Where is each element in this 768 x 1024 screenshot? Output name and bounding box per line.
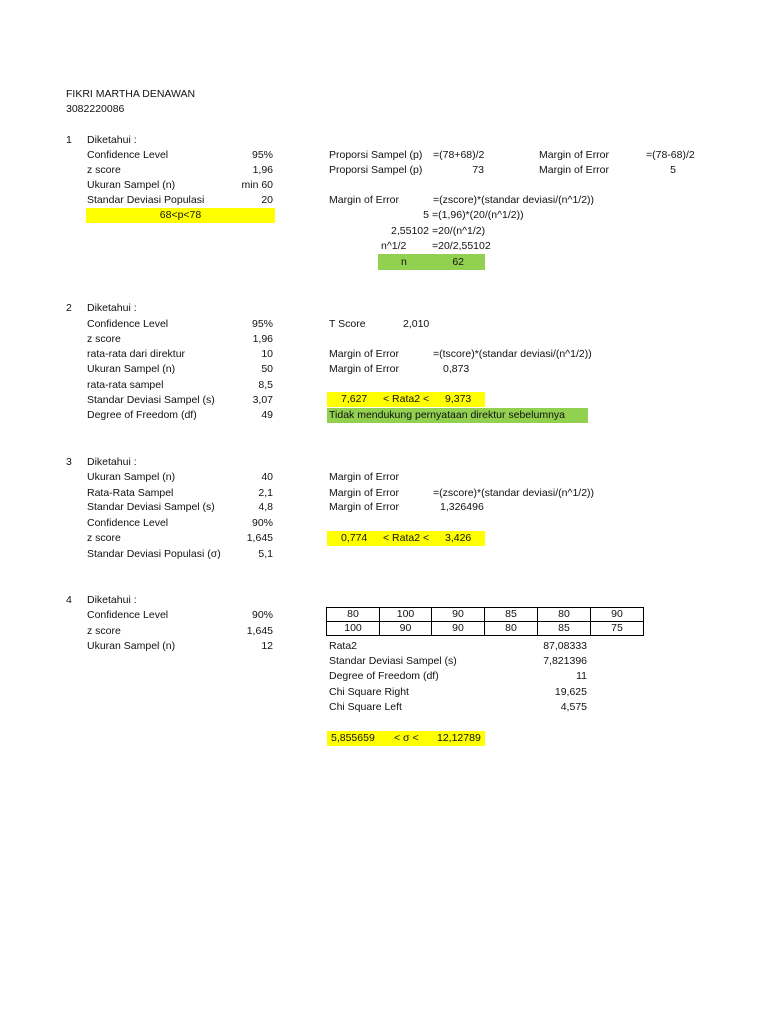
given-label: rata-rata dari direktur	[87, 348, 186, 360]
given-value: 2,1	[258, 487, 273, 499]
problem-title: Diketahui :	[87, 456, 137, 468]
margin-error-formula: =(zscore)*(standar deviasi/(n^1/2))	[433, 487, 595, 499]
table-cell: 85	[485, 608, 538, 622]
given-label: z score	[87, 333, 121, 345]
ci-middle: < Rata2 <	[383, 393, 430, 405]
table-cell: 90	[432, 622, 485, 636]
table-cell: 90	[432, 608, 485, 622]
given-value: 20	[261, 194, 273, 206]
ci-upper: 3,426	[445, 532, 472, 544]
sample-data-table	[326, 607, 644, 636]
conclusion-text: Tidak mendukung pernyataan direktur sebelumnya	[329, 409, 565, 421]
table-row	[327, 622, 644, 636]
problem-number: 1	[66, 134, 72, 146]
ci-upper: 12,12789	[437, 732, 481, 744]
table-cell: 80	[485, 622, 538, 636]
given-value: 1,96	[252, 333, 273, 345]
table-cell: 90	[591, 608, 644, 622]
stat-label: Rata2	[329, 640, 358, 652]
margin-error-label: Margin of Error	[539, 149, 610, 161]
given-value: 5,1	[258, 548, 273, 560]
given-value: 8,5	[258, 379, 273, 391]
given-value: 40	[261, 471, 273, 483]
given-label: Standar Deviasi Sampel (s)	[87, 501, 215, 513]
problem-title: Diketahui :	[87, 594, 137, 606]
table-cell: 100	[380, 608, 432, 622]
margin-error-label: Margin of Error	[329, 501, 400, 513]
margin-error-value: 0,873	[443, 363, 470, 375]
margin-error-label: Margin of Error	[329, 348, 400, 360]
table-cell: 85	[538, 622, 591, 636]
margin-error-value: 5	[670, 164, 676, 176]
given-value: 49	[261, 409, 273, 421]
result-value: 62	[452, 256, 464, 268]
problem-number: 4	[66, 594, 72, 606]
ci-lower: 5,855659	[331, 732, 375, 744]
given-label: Rata-Rata Sampel	[87, 487, 174, 499]
step-left: 2,55102	[391, 225, 429, 237]
given-label: Ukuran Sampel (n)	[87, 471, 176, 483]
table-row	[327, 608, 644, 622]
ci-middle: < σ <	[394, 732, 419, 744]
student-name: FIKRI MARTHA DENAWAN	[66, 88, 196, 100]
stat-value: 7,821396	[543, 655, 587, 667]
problem-number: 3	[66, 456, 72, 468]
stat-value: 11	[576, 670, 587, 682]
stat-value: 19,625	[554, 686, 587, 698]
table-cell: 80	[327, 608, 380, 622]
step-left: 5	[423, 209, 429, 221]
step-right: =20/(n^1/2)	[432, 225, 486, 237]
stat-label: Degree of Freedom (df)	[329, 670, 439, 682]
given-value: 1,645	[246, 532, 273, 544]
stat-label: Standar Deviasi Sampel (s)	[329, 655, 457, 667]
ci-upper: 9,373	[445, 393, 472, 405]
given-value: 4,8	[258, 501, 273, 513]
given-value: 90%	[251, 609, 273, 621]
proportion-formula: =(78+68)/2	[433, 149, 485, 161]
given-value: 10	[261, 348, 273, 360]
given-label: Standar Deviasi Populasi (σ)	[87, 548, 221, 560]
margin-error-formula: =(zscore)*(standar deviasi/(n^1/2))	[433, 194, 595, 206]
given-value: 90%	[251, 517, 273, 529]
given-label: Degree of Freedom (df)	[87, 409, 197, 421]
margin-error-label: Margin of Error	[329, 363, 400, 375]
proportion-label: Proporsi Sampel (p)	[329, 149, 423, 161]
given-label: z score	[87, 625, 121, 637]
given-label: z score	[87, 532, 121, 544]
given-label: Ukuran Sampel (n)	[87, 179, 176, 191]
given-value: 95%	[251, 318, 273, 330]
given-label: Confidence Level	[87, 149, 169, 161]
proportion-value: 73	[472, 164, 484, 176]
given-value: 50	[261, 363, 273, 375]
step-left: n^1/2	[381, 240, 407, 252]
given-label: Standar Deviasi Sampel (s)	[87, 394, 215, 406]
table-cell: 90	[380, 622, 432, 636]
given-label: Ukuran Sampel (n)	[87, 640, 176, 652]
given-value: 1,645	[246, 625, 273, 637]
table-cell: 80	[538, 608, 591, 622]
margin-error-value: 1,326496	[440, 501, 484, 513]
given-value: min 60	[241, 179, 273, 191]
given-label: z score	[87, 164, 121, 176]
given-value: 3,07	[252, 394, 273, 406]
given-label: Confidence Level	[87, 609, 169, 621]
margin-error-label: Margin of Error	[329, 487, 400, 499]
step-right: =20/2,55102	[432, 240, 491, 252]
margin-error-label: Margin of Error	[329, 471, 400, 483]
given-value: 95%	[251, 149, 273, 161]
ci-middle: < Rata2 <	[383, 532, 430, 544]
given-label: Confidence Level	[87, 318, 169, 330]
given-value: 12	[261, 640, 273, 652]
margin-error-formula: =(78-68)/2	[646, 149, 695, 161]
tscore-value: 2,010	[403, 318, 430, 330]
given-label: Standar Deviasi Populasi	[87, 194, 205, 206]
given-value: 1,96	[252, 164, 273, 176]
result-label: n	[401, 256, 407, 268]
ci-lower: 0,774	[341, 532, 368, 544]
tscore-label: T Score	[329, 318, 366, 330]
student-id: 3082220086	[66, 103, 125, 115]
table-cell: 100	[327, 622, 380, 636]
problem-title: Diketahui :	[87, 134, 137, 146]
stat-value: 87,08333	[543, 640, 587, 652]
stat-label: Chi Square Left	[329, 701, 402, 713]
ci-lower: 7,627	[341, 393, 368, 405]
problem-number: 2	[66, 302, 72, 314]
given-label: rata-rata sampel	[87, 379, 164, 391]
step-right: =(1,96)*(20/(n^1/2))	[432, 209, 524, 221]
problem-title: Diketahui :	[87, 302, 137, 314]
table-cell: 75	[591, 622, 644, 636]
margin-error-label: Margin of Error	[539, 164, 610, 176]
given-label: Confidence Level	[87, 517, 169, 529]
margin-error-formula: =(tscore)*(standar deviasi/(n^1/2))	[433, 348, 592, 360]
given-label: Ukuran Sampel (n)	[87, 363, 176, 375]
margin-error-label: Margin of Error	[329, 194, 400, 206]
stat-value: 4,575	[560, 701, 587, 713]
stat-label: Chi Square Right	[329, 686, 409, 698]
range-value: 68<p<78	[159, 209, 202, 221]
proportion-label: Proporsi Sampel (p)	[329, 164, 423, 176]
